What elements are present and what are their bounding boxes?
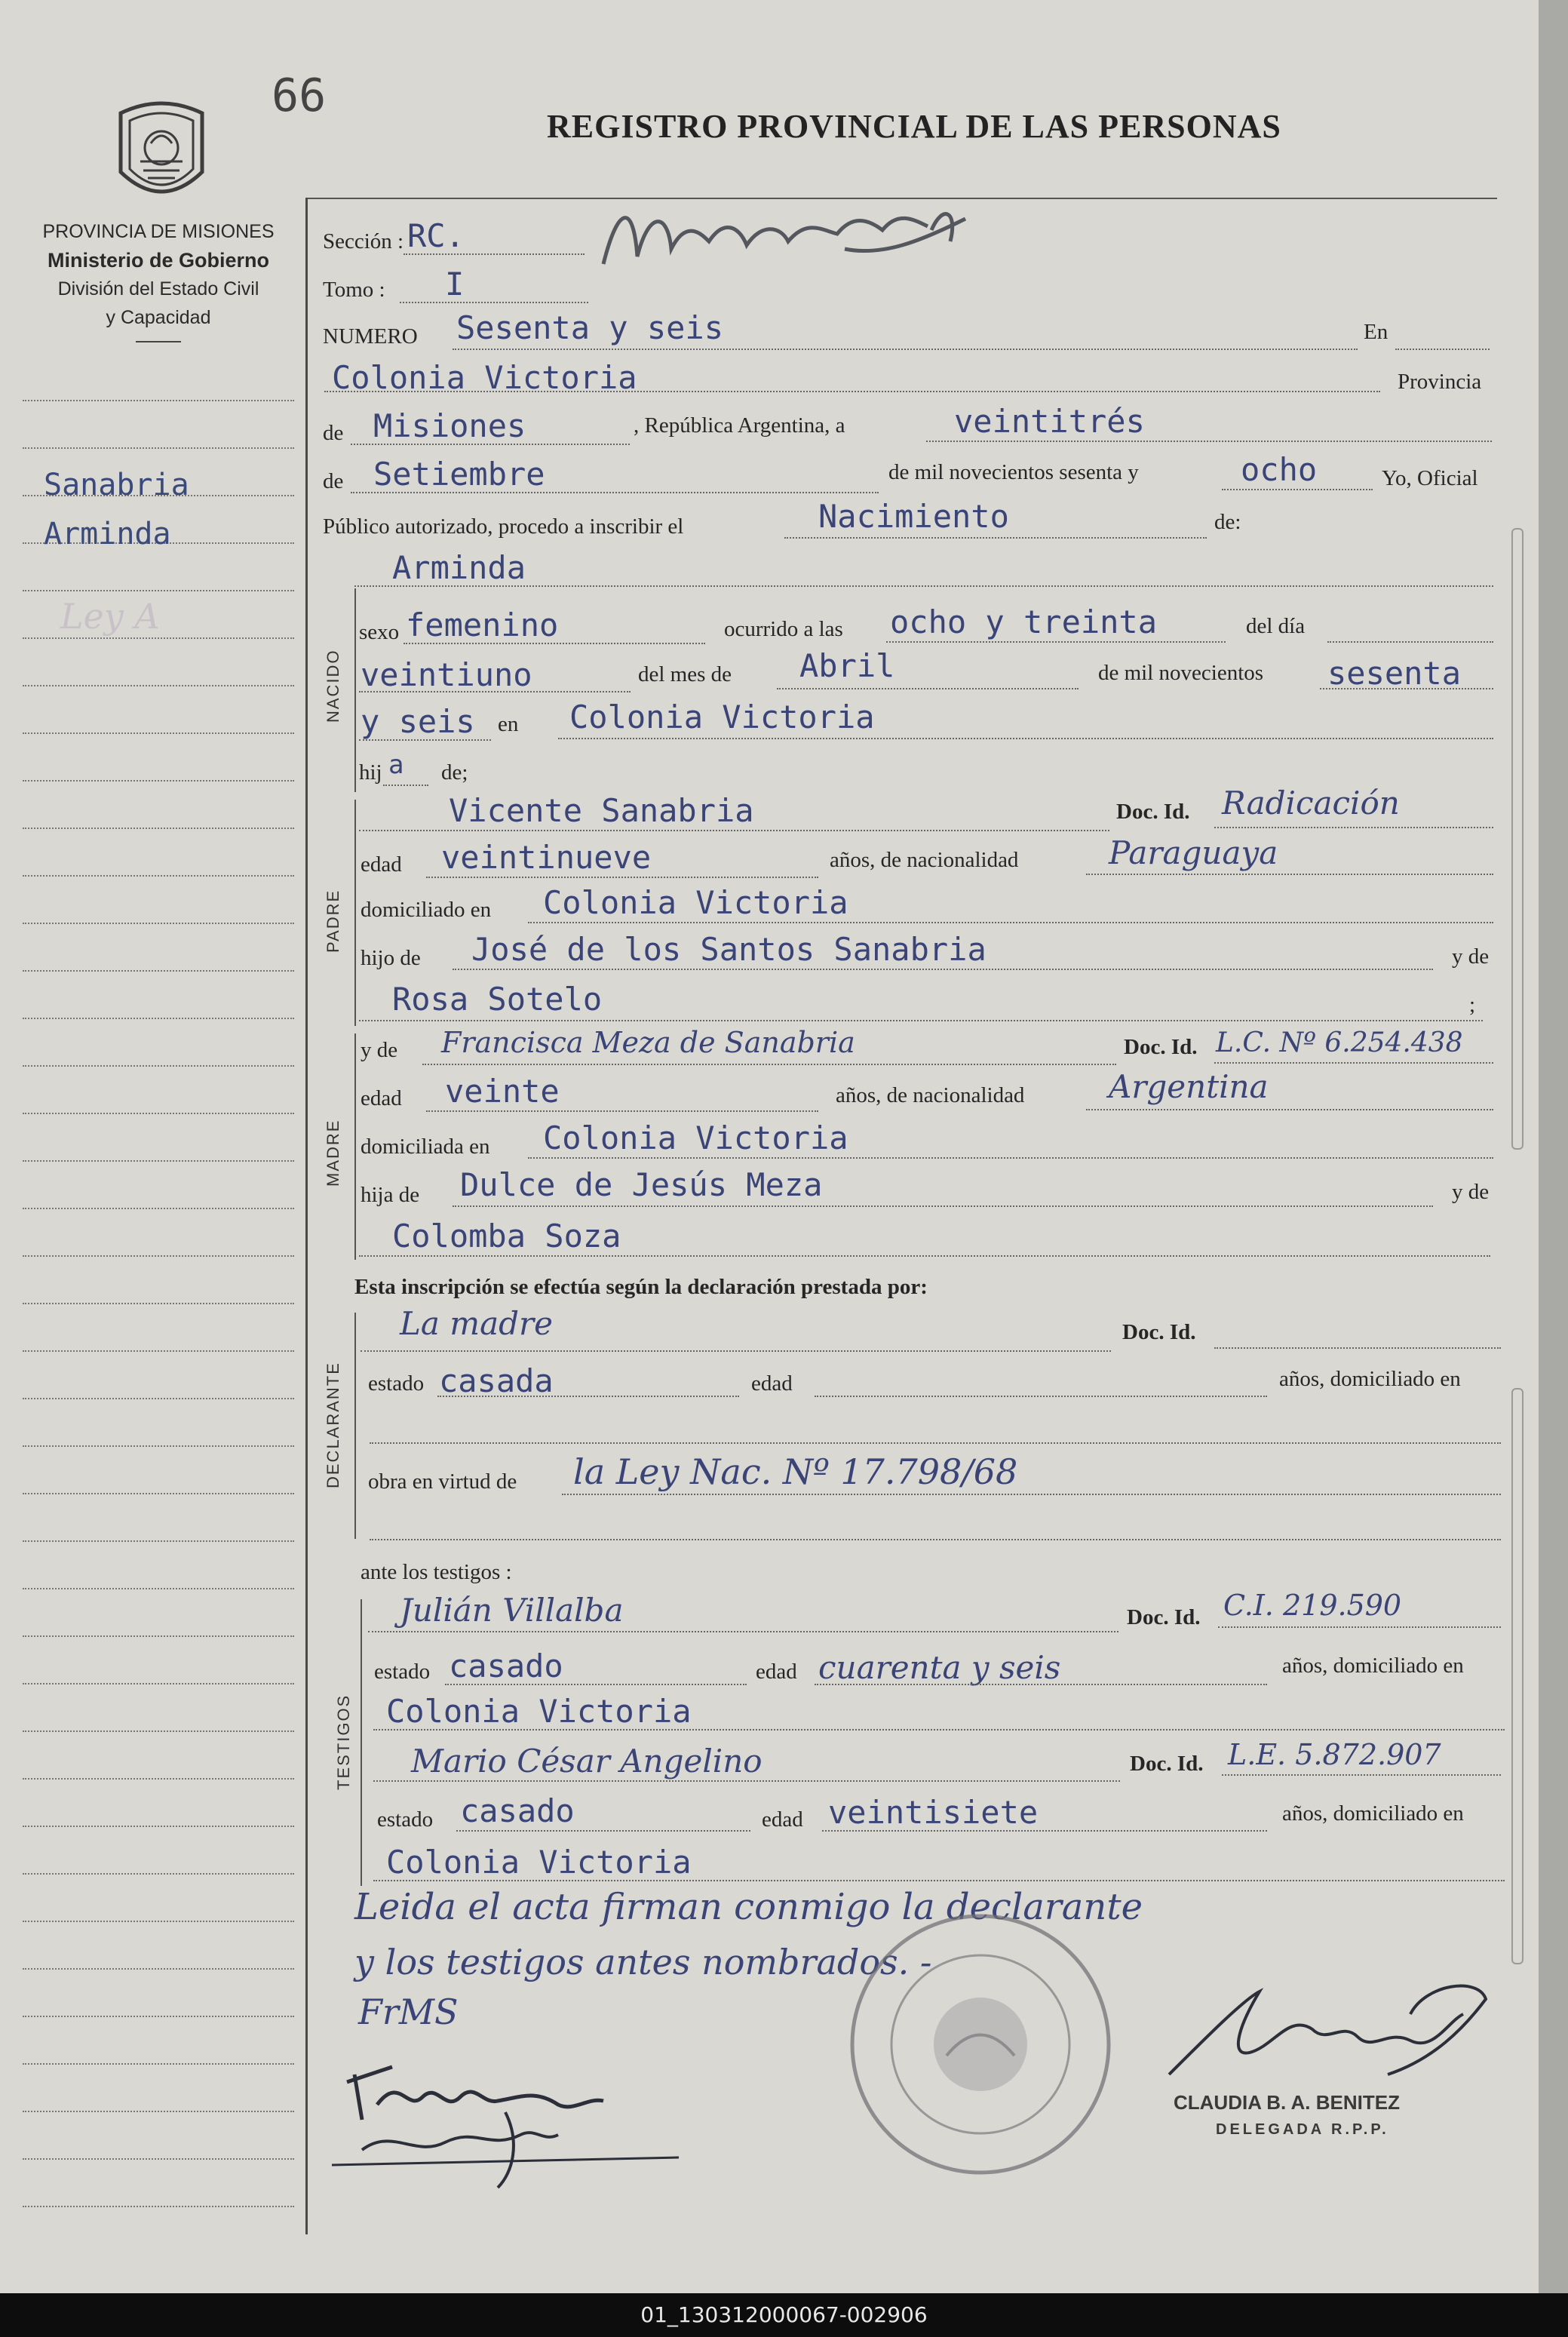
mil-label: de mil novecientos <box>1098 661 1264 685</box>
madre-name-dots <box>422 1064 1116 1065</box>
witness2-estado-label: estado <box>377 1807 434 1832</box>
witness1-edad-label: edad <box>756 1660 797 1684</box>
padre-y-de-label: y de <box>1452 944 1490 969</box>
numero-label: NUMERO <box>323 324 418 349</box>
witness1-doc-dots <box>1218 1626 1501 1628</box>
closing-line2: y los testigos antes nombrados. - <box>354 1942 932 1982</box>
margin-ruled-line <box>23 1445 294 1447</box>
binding-mark-lower <box>1511 1388 1524 1964</box>
declarante-bracket <box>354 1313 356 1539</box>
birth-year-value-1: sesenta <box>1327 655 1462 692</box>
margin-ruled-line <box>23 2158 294 2160</box>
margin-ruled-line <box>23 2206 294 2207</box>
witness2-doc-label: Doc. Id. <box>1130 1752 1204 1776</box>
declarante-intro: Esta inscripción se efectúa según la declaración prestada por: <box>354 1275 928 1299</box>
oficial-label: Yo, Oficial <box>1382 466 1478 490</box>
margin-ruled-line <box>23 590 294 591</box>
margin-ruled-line <box>23 1968 294 1970</box>
margin-ruled-line <box>23 1540 294 1542</box>
birth-day-value: veintiuno <box>361 656 532 693</box>
madre-nac-dots <box>1086 1109 1493 1110</box>
padre-nac-label: años, de nacionalidad <box>830 848 1019 872</box>
padre-dom-value: Colonia Victoria <box>543 884 848 921</box>
reconocimiento-annotation-icon <box>596 189 980 279</box>
scan-id-footer: 01_130312000067-002906 <box>0 2293 1568 2337</box>
birth-day-dots <box>359 691 631 693</box>
madre-doc-value: L.C. Nº 6.254.438 <box>1216 1027 1463 1058</box>
margin-ruled-line <box>23 1873 294 1875</box>
numero-dots <box>453 349 1358 350</box>
madre-nac-label: años, de nacionalidad <box>836 1083 1025 1107</box>
act-type-value: Nacimiento <box>818 498 1009 535</box>
republica-label: , República Argentina, a <box>634 413 845 438</box>
madre-y-de-label: y de <box>361 1038 398 1062</box>
sexo-value: femenino <box>406 607 559 643</box>
seccion-dots <box>404 253 585 255</box>
margin-ruled-line <box>23 1683 294 1684</box>
month-dots <box>351 492 879 493</box>
ministry-line3: División del Estado Civil <box>57 278 259 299</box>
witness1-estado-dots <box>445 1684 747 1685</box>
margin-ruled-line <box>23 2016 294 2017</box>
officer-role: DELEGADA R.P.P. <box>1216 2121 1389 2138</box>
sexo-label: sexo <box>359 620 400 644</box>
padre-name-dots <box>359 830 1109 831</box>
nacido-name-dots <box>354 585 1493 587</box>
padre-dom-dots <box>528 922 1493 923</box>
officer-name: CLAUDIA B. A. BENITEZ <box>1174 2091 1400 2114</box>
hij-dots <box>383 785 428 786</box>
margin-ruled-line <box>23 1635 294 1637</box>
madre-hija-label: hija de <box>361 1183 420 1207</box>
madre-dom-value: Colonia Victoria <box>543 1119 848 1156</box>
birth-year2-dots <box>359 739 491 741</box>
padre-nac-dots <box>1086 874 1493 875</box>
closing-line1: Leida el acta firman conmigo la declarante <box>354 1886 1143 1928</box>
hij-suffix: a <box>388 750 404 780</box>
margin-ruled-line <box>23 1778 294 1780</box>
witness2-dom-value: Colonia Victoria <box>386 1844 692 1881</box>
margin-ruled-line <box>23 637 294 639</box>
witness1-name: Julián Villalba <box>400 1592 624 1629</box>
witness2-doc-dots <box>1222 1774 1501 1776</box>
padre-bracket <box>354 800 356 1026</box>
witness2-name-dots <box>373 1780 1120 1782</box>
padre-edad-label: edad <box>361 852 402 877</box>
margin-ruled-line <box>23 1018 294 1019</box>
ocurrido-label: ocurrido a las <box>724 617 843 641</box>
hij-de-label: de; <box>441 760 468 785</box>
margin-divider <box>305 198 308 2234</box>
locality-dots <box>324 391 1380 392</box>
madre-edad-dots <box>426 1110 818 1112</box>
testigos-bracket <box>361 1599 362 1886</box>
ministry-line2: Ministerio de Gobierno <box>47 249 270 272</box>
ministry-rule <box>136 341 181 342</box>
padre-edad-dots <box>426 877 818 878</box>
del-dia-label: del día <box>1246 614 1306 638</box>
padre-mother-value: Rosa Sotelo <box>392 981 603 1018</box>
declarante-estado-label: estado <box>368 1371 425 1396</box>
witness1-estado-label: estado <box>374 1660 431 1684</box>
witness1-edad-dots <box>815 1684 1267 1685</box>
margin-ruled-line <box>23 1208 294 1209</box>
margin-ruled-line <box>23 1350 294 1352</box>
witness1-estado-value: casado <box>449 1648 563 1684</box>
witness1-name-dots <box>368 1631 1118 1632</box>
padre-mother-dots <box>359 1020 1483 1021</box>
province-value: Misiones <box>373 407 526 444</box>
madre-edad-value: veinte <box>445 1073 560 1110</box>
sexo-dots <box>404 643 705 644</box>
margin-ruled-line <box>23 1255 294 1257</box>
officer-signature-icon <box>1161 1969 1493 2097</box>
margin-ruled-line <box>23 1826 294 1827</box>
declarante-dom-dots <box>370 1442 1501 1444</box>
ministry-line4: y Capacidad <box>106 307 211 328</box>
margin-ruled-line <box>23 1398 294 1399</box>
madre-doc-label: Doc. Id. <box>1124 1035 1198 1059</box>
witness1-dom-value: Colonia Victoria <box>386 1693 692 1730</box>
madre-mother-value: Colomba Soza <box>392 1218 621 1254</box>
padre-father-dots <box>453 969 1433 970</box>
declarante-extra-dots <box>370 1539 1501 1540</box>
padre-doc-dots <box>1214 827 1493 828</box>
provincial-seal-icon <box>113 98 210 210</box>
declarante-obra-dots <box>562 1494 1501 1495</box>
witness1-doc-value: C.I. 219.590 <box>1223 1589 1402 1622</box>
declarante-edad-dots <box>815 1396 1267 1397</box>
margin-ruled-line <box>23 1588 294 1589</box>
madre-father-dots <box>453 1205 1433 1207</box>
witness2-name: Mario César Angelino <box>411 1743 763 1780</box>
madre-father-value: Dulce de Jesús Meza <box>460 1166 823 1203</box>
witness1-edad-value: cuarenta y seis <box>818 1649 1061 1686</box>
padre-dom-label: domiciliado en <box>361 898 492 922</box>
de-label: de <box>323 421 344 445</box>
padre-semicolon: ; <box>1469 993 1476 1017</box>
province-dots <box>351 444 630 445</box>
declarante-section-label: DECLARANTE <box>324 1362 342 1488</box>
month-value: Setiembre <box>373 456 545 493</box>
witness2-estado-value: casado <box>460 1792 575 1829</box>
ministry-block <box>15 217 302 342</box>
official-stamp-icon <box>837 1901 1124 2188</box>
madre-dom-dots <box>528 1157 1493 1159</box>
witness2-edad-label: edad <box>762 1807 803 1832</box>
birth-place-value: Colonia Victoria <box>569 699 875 735</box>
margin-ruled-line <box>23 685 294 686</box>
mes-label: del mes de <box>638 662 732 686</box>
declarante-anos-label: años, domiciliado en <box>1279 1367 1461 1391</box>
declarante-estado-value: casada <box>439 1362 554 1399</box>
witness1-doc-label: Doc. Id. <box>1127 1605 1201 1629</box>
witness2-anos-label: años, domiciliado en <box>1282 1801 1464 1826</box>
margin-ruled-line <box>23 1493 294 1494</box>
margin-ruled-line <box>23 828 294 829</box>
margin-ruled-line <box>23 875 294 877</box>
birth-place-dots <box>558 738 1493 739</box>
en-label: En <box>1364 320 1388 344</box>
tomo-label: Tomo : <box>323 278 385 302</box>
declarante-name: La madre <box>400 1305 553 1342</box>
witness2-estado-dots <box>456 1830 750 1832</box>
margin-ruled-line <box>23 1065 294 1067</box>
del-dia-dots <box>1327 641 1493 643</box>
year-label: de mil novecientos sesenta y <box>888 460 1139 484</box>
witness-signatures-icon <box>332 2059 739 2195</box>
margin-ruled-line <box>23 1303 294 1304</box>
margin-ruled-line <box>23 1160 294 1162</box>
margin-ruled-line <box>23 923 294 924</box>
seccion-label: Sección : <box>323 229 404 253</box>
padre-father-value: José de los Santos Sanabria <box>471 931 987 968</box>
witness2-edad-dots <box>822 1830 1267 1832</box>
nacido-name: Arminda <box>392 549 526 586</box>
nacido-en-label: en <box>498 712 519 736</box>
margin-pencil-note: Ley A <box>60 596 160 637</box>
padre-nac-value: Paraguaya <box>1109 834 1278 871</box>
de-colon-label: de: <box>1214 510 1241 534</box>
en-dots <box>1395 349 1490 350</box>
numero-value: Sesenta y seis <box>456 309 724 346</box>
padre-section-label: PADRE <box>324 889 342 953</box>
declarante-obra-label: obra en virtud de <box>368 1469 517 1494</box>
madre-mother-dots <box>359 1255 1490 1257</box>
tomo-value: I <box>445 266 465 302</box>
madre-nac-value: Argentina <box>1109 1068 1269 1105</box>
margin-ruled-line <box>23 1730 294 1732</box>
margin-ruled-line <box>23 732 294 734</box>
declarante-obra-value: la Ley Nac. Nº 17.798/68 <box>573 1451 1018 1492</box>
madre-y-de2-label: y de <box>1452 1180 1490 1204</box>
madre-dom-label: domiciliada en <box>361 1135 490 1159</box>
hij-label: hij <box>359 760 382 785</box>
birth-year-dots <box>1320 688 1493 689</box>
locality-value: Colonia Victoria <box>332 359 637 396</box>
padre-doc-label: Doc. Id. <box>1116 800 1190 824</box>
witness2-dom-dots <box>373 1880 1505 1881</box>
margin-ruled-line <box>23 447 294 449</box>
folio-number: 66 <box>272 69 327 122</box>
birth-year-value-2: y seis <box>361 703 475 740</box>
day-dots <box>926 441 1492 442</box>
margin-ruled-line <box>23 2063 294 2065</box>
nacido-section-label: NACIDO <box>324 649 342 723</box>
document-title: REGISTRO PROVINCIAL DE LAS PERSONAS <box>547 108 1281 145</box>
testigos-intro: ante los testigos : <box>361 1560 512 1584</box>
margin-given-name: Arminda <box>44 517 171 551</box>
nacido-bracket <box>354 588 356 792</box>
madre-bracket <box>354 1033 356 1260</box>
seccion-value: RC. <box>407 217 465 254</box>
witness2-edad-value: veintisiete <box>828 1794 1039 1831</box>
madre-section-label: MADRE <box>324 1119 342 1187</box>
closing-initials: FrMS <box>358 1992 459 2032</box>
publico-label: Público autorizado, procedo a inscribir el <box>323 514 684 539</box>
ministry-line1: PROVINCIA DE MISIONES <box>42 221 275 242</box>
margin-ruled-line <box>23 2111 294 2112</box>
testigos-section-label: TESTIGOS <box>334 1694 353 1790</box>
act-type-dots <box>784 537 1207 539</box>
binding-mark-upper <box>1511 528 1524 1150</box>
declarante-edad-label: edad <box>751 1371 793 1396</box>
margin-ruled-line <box>23 1921 294 1922</box>
madre-name: Francisca Meza de Sanabria <box>441 1026 855 1059</box>
hour-dots <box>886 641 1226 643</box>
padre-doc-value: Radicación <box>1222 785 1400 821</box>
year-value: ocho <box>1241 451 1318 488</box>
witness1-dom-dots <box>373 1729 1505 1730</box>
day-value: veintitrés <box>954 403 1145 440</box>
page-edge <box>1539 0 1568 2293</box>
padre-name: Vicente Sanabria <box>449 792 754 829</box>
margin-surname: Sanabria <box>44 468 189 502</box>
margin-ruled-line <box>23 780 294 782</box>
declarante-doc-label: Doc. Id. <box>1122 1320 1196 1344</box>
margin-ruled-line <box>23 1113 294 1114</box>
madre-doc-dots <box>1214 1062 1493 1064</box>
witness1-anos-label: años, domiciliado en <box>1282 1654 1464 1678</box>
provincia-label: Provincia <box>1398 370 1482 394</box>
hour-value: ocho y treinta <box>890 603 1158 640</box>
declarante-estado-dots <box>437 1396 739 1397</box>
padre-hijo-label: hijo de <box>361 946 421 970</box>
tomo-dots <box>400 302 588 303</box>
declarante-doc-dots <box>1214 1347 1501 1349</box>
declarante-name-dots <box>361 1350 1111 1352</box>
padre-edad-value: veintinueve <box>441 839 652 876</box>
birth-month-dots <box>777 688 1079 689</box>
birth-month-value: Abril <box>799 647 895 684</box>
de-month-label: de <box>323 469 344 493</box>
margin-ruled-line <box>23 970 294 972</box>
margin-ruled-line <box>23 400 294 401</box>
madre-edad-label: edad <box>361 1086 402 1110</box>
year-dots <box>1222 489 1373 490</box>
witness2-doc-value: L.E. 5.872.907 <box>1228 1738 1441 1771</box>
